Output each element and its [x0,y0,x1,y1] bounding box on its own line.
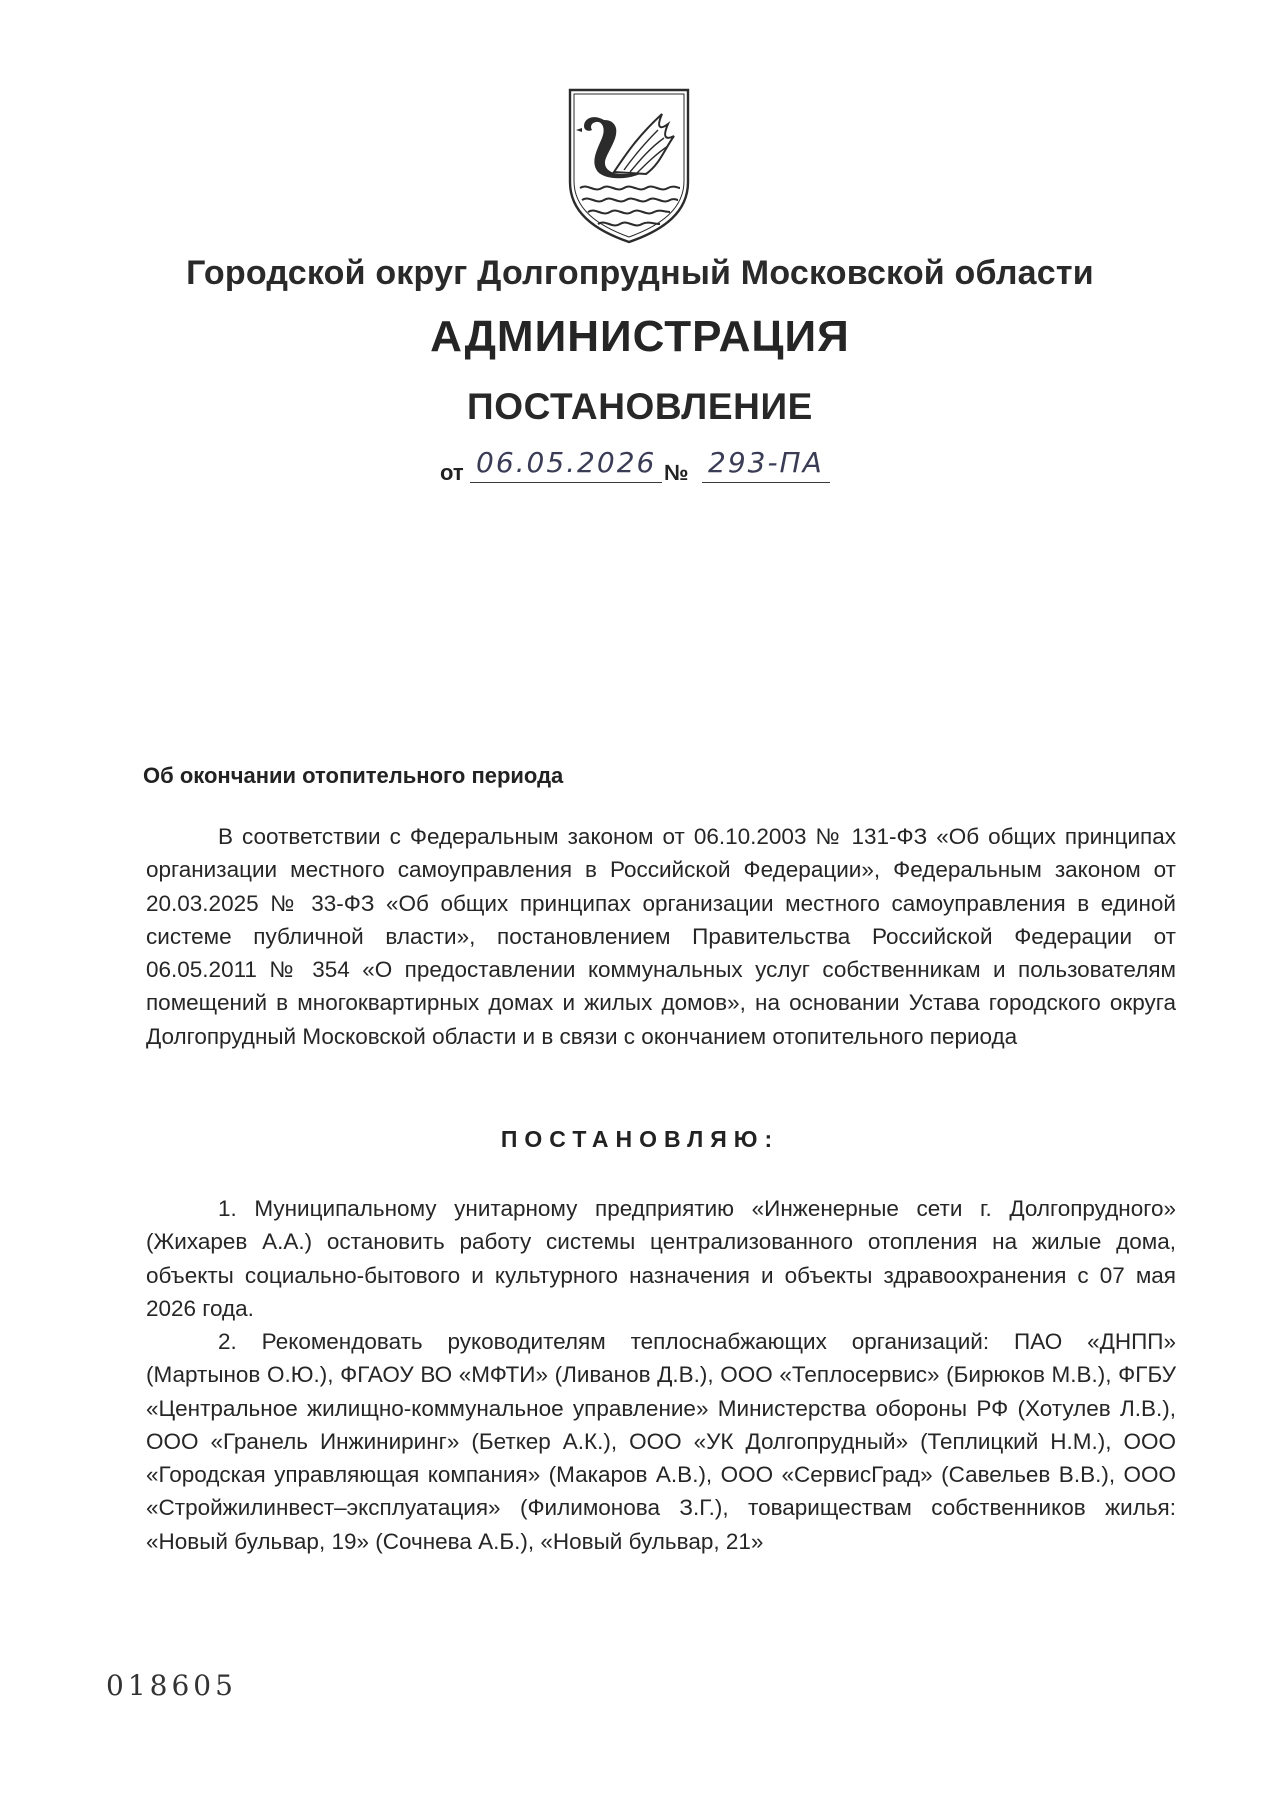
decree-item-1: 1. Муниципальному унитарному предприятию «Инженерные сети г. Долгопрудного» (Жихарев А.А.) остановить работу системы централизованного отопления на жилые дома, объекты социально-бытового и культурного назначения и объекты здравоохранения с 07 мая 2026 года. [146,1196,1176,1321]
preamble-paragraph: В соответствии с Федеральным законом от 06.10.2003 № 131-ФЗ «Об общих принципах организации местного самоуправления в Российской Федерации», Федеральным законом от 20.03.2025 № 33-ФЗ «Об общих принципах организации местного самоуправления в единой системе публичной власти», постановлением Правительства Российской Федерации от 06.05.2011 № 354 «О предоставлении коммунальных услуг собственникам и пользователям помещений в многоквартирных домах и жилых домов», на основании Устава городского округа Долгопрудный Московской области и в связи с окончанием отопительного периода [146,824,1176,1049]
decree-heading: ПОСТАНОВЛЯЮ: [500,1126,780,1152]
number-prefix: № [664,460,689,485]
document-type-title: ПОСТАНОВЛЕНИЕ [467,386,813,427]
document-subject: Об окончании отопительного периода [143,763,564,788]
municipality-title: Городской округ Долгопрудный Московской области [186,254,1094,292]
form-serial-number: 018605 [106,1669,237,1702]
date-prefix: от [440,460,464,485]
handwritten-number: 293-ПА [702,446,830,483]
organization-title: АДМИНИСТРАЦИЯ [430,312,850,361]
swan-coat-of-arms-icon [564,84,694,246]
date-number-line [440,446,860,486]
decree-item-2: 2. Рекомендовать руководителям теплоснабжающих организаций: ПАО «ДНПП» (Мартынов О.Ю.), ФГАОУ ВО «МФТИ» (Ливанов Д.В.), ООО «Теплосервис» (Бирюков М.В.), ФГБУ «Центральное жилищно-коммунальное управление» Министерства обороны РФ (Хотулев Л.В.), ООО «Гранель Инжиниринг» (Беткер А.К.), ООО «УК Долгопрудный» (Теплицкий Н.М.), ООО «Городская управляющая компания» (Макаров А.В.), ООО «СервисГрад» (Савельев В.В.), ООО «Стройжилинвест–эксплуатация» (Филимонова З.Г.), товариществам собственников жилья: «Новый бульвар, 19» (Сочнева А.Б.), «Новый бульвар, 21» [146,1329,1176,1554]
handwritten-date: 06.05.2026 [470,446,662,483]
